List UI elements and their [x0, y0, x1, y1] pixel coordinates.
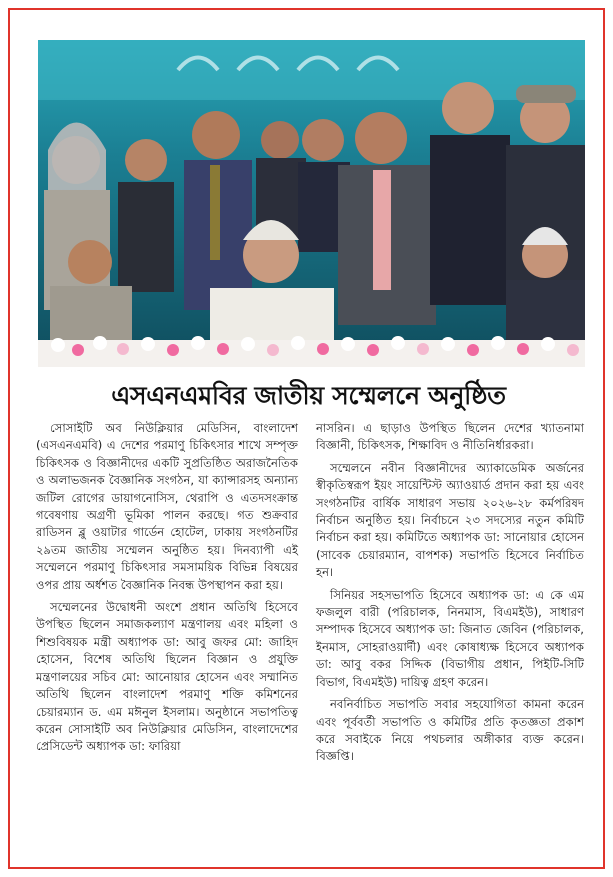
paragraph: সম্মেলনের উদ্বোধনী অংশে প্রধান অতিথি হিসেবে উপস্থিত ছিলেন সমাজকল্যাণ মন্ত্রণালয় এবং মহিলা ও শিশুবিষয়ক মন্ত্রী অধ্যাপক ডা: আবু জফর মো: জাহিদ হোসেন, বিশেষ অতিথি ছিলেন বিজ্ঞান ও প্রযুক্তি মন্ত্রণালয়ের সচিব মো: আনোয়ার হোসেন এবং সম্মানিত অতিথি ছিলেন বাংলাদেশ পরমাণু শক্তি কমিশনের চেয়ারম্যান ড. এম মঈনুল ইসলাম। অনুষ্ঠানে সভাপতিত্ব করেন সোসাইটি অব নিউক্লিয়ার মেডিসিন, বাংলাদেশের প্রেসিডেন্ট অধ্যাপক ডা: ফারিয়া — [36, 600, 298, 754]
article-column-left — [36, 420, 298, 761]
paragraph: সম্মেলনে নবীন বিজ্ঞানীদের অ্যাকাডেমিক অর্জনের স্বীকৃতিস্বরূপ ইয়ং সায়েন্টিস্ট অ্যাওয়ার্ড প্রদান করা হয় এবং সংগঠনটির বার্ষিক সাধারণ সভায় ২০২৬-২৮ কর্মপরিষদ নির্বাচন অনুষ্ঠিত হয়। নির্বাচনে ২৩ সদস্যের নতুন কমিটি নির্বাচন করা হয়। কমিটিতে অধ্যাপক ডা: সানোয়ার হোসেন (সাবেক চেয়ারম্যান, বাপশক) সভাপতি হিসেবে নির্বাচিত হন। — [316, 460, 584, 580]
news-clipping — [8, 8, 605, 869]
headline: এসএনএমবির জাতীয় সম্মেলনে অনুষ্ঠিত — [111, 381, 506, 410]
person-back-1 — [44, 123, 110, 311]
event-photo — [38, 40, 585, 367]
person-back-2 — [118, 139, 174, 292]
paragraph: সোসাইটি অব নিউক্লিয়ার মেডিসিন, বাংলাদেশ (এসএনএমবি) এ দেশের পরমাণু চিকিৎসার শাখে সম্পৃক্ত চিকিৎসক ও বিজ্ঞানীদের একটি সুপ্রতিষ্ঠিত অরাজনৈতিক ও অলাভজনক বৈজ্ঞানিক সংগঠন, যা ক্যান্সারসহ অন্যান্য জটিল রোগের ডায়াগনোসিস, থেরাপি ও এতদসংক্রান্ত গবেষণায় অগ্রণী ভূমিকা পালন করছে। গত শুক্রবার রাডিসন ব্লু ওয়াটার গার্ডেন হোটেল, ঢাকায় সংগঠনটির ২৯তম জাতীয় সম্মেলন অনুষ্ঠিত হয়। দিনব্যাপী এই সম্মেলনে পরমাণু চিকিৎসার সমসাময়িক বিভিন্ন বিষয়ের ওপর প্রায় অর্ধশত বৈজ্ঞানিক নিবন্ধ উপস্থাপন করা হয়। — [36, 421, 298, 592]
paragraph: সিনিয়র সহসভাপতি হিসেবে অধ্যাপক ডা: এ কে এম ফজলুল বারী (পরিচালক, নিনমাস, বিএমইউ), সাধারণ সম্পাদক হিসেবে অধ্যাপক ডা: জিনাত জেবিন (পরিচালক, ইনমাস, সোহরাওয়ার্দী) এবং কোষাধ্যক্ষ হিসেবে অধ্যাপক ডা: আবু বকর সিদ্দিক (বিভাগীয় প্রধান, পিইটি-সিটি বিভাগ, বিএমইউ) দায়িত্ব গ্রহণ করেন। — [316, 587, 584, 689]
paragraph: নবনির্বাচিত সভাপতি সবার সহযোগিতা কামনা করেন এবং পূর্ববর্তী সভাপতি ও কমিটির প্রতি কৃতজ্ঞতা প্রকাশ করে সবাইকে নিয়ে পথচলার অঙ্গীকার ব্যক্ত করেন। বিজ্ঞপ্তি। — [316, 697, 584, 764]
paragraph-continuation: নাসরিন। এ ছাড়াও উপস্থিত ছিলেন দেশের খ্যাতনামা বিজ্ঞানী, চিকিৎসক, শিক্ষাবিদ ও নীতিনির্ধারকরা। — [316, 421, 584, 453]
article-column-right — [316, 420, 584, 771]
